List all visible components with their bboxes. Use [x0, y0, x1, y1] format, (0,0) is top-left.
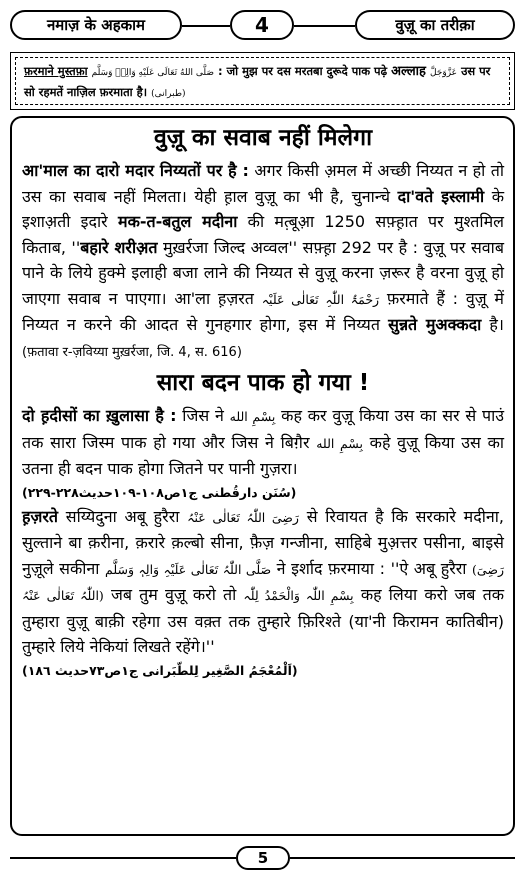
para-text: की मत़्बूआ़ 1250 सफ़्ह़ात पर मुश्तमिल किताब, '' [22, 212, 504, 257]
book-name: बहारे शरीअ़त [80, 237, 158, 257]
bismillah-text: بِسْمِ الله [229, 409, 276, 424]
para-text: वुज़ू पर सवाब पाने के लिये हुक्मे इलाही बजा लाने की निय्यत से वुज़ू करना ज़रूर है वरना वुज़ू हो जाएगा सवाब न पाएगा। आ'ला ह़ज़रत [22, 237, 504, 308]
para-text: जिस ने [176, 406, 224, 425]
para-text: फ़रमाते हैं : [379, 288, 459, 308]
farman-box [10, 52, 515, 110]
org-name: दा'वते इस्लामी [397, 186, 485, 206]
footer-page-number: 5 [236, 846, 290, 870]
footer-divider [10, 857, 236, 859]
header-page-number: 4 [230, 10, 294, 40]
book-title-label: नमाज़ के अहकाम [10, 10, 182, 40]
sunnat-term: सुन्नते मुअक्कदा [388, 315, 482, 334]
bism-hamd-text: بِسْمِ اللّٰہ وَالْحَمْدُ لِلّٰہ [243, 588, 354, 603]
radi-text: (رَضِیَ اللّٰہُ تَعَالٰی عَنْہُ) [22, 561, 504, 603]
farman-text-1: : जो मुझ पर दस मरतबा दुरूदे पाक पढ़े [218, 64, 388, 78]
para-text: जब तुम वुज़ू करो तो [103, 585, 237, 604]
header-divider [294, 25, 355, 27]
chapter-title-label: वुज़ू का तरीक़ा [355, 10, 515, 40]
header-divider [182, 25, 230, 27]
para-text: कहे वुज़ू किया उस का उतना ही बदन पाक होगा जितने पर पानी गुज़रा। [22, 432, 505, 478]
para-text: मुख़र्रजा जिल्द अव्वल'' सफ़्ह़ा 292 पर है : [157, 237, 419, 257]
page-header [10, 10, 515, 44]
para-text: सय्यिदुना अबू हुरैरा [58, 506, 180, 526]
lead-phrase: आ'माल का दारो मदार निय्यतों पर है : [22, 161, 249, 180]
page-footer [0, 846, 525, 870]
para-text: अगर किसी अ़मल में अच्छी निय्यत न हो तो उस का सवाब नहीं मिलता। येही ह़ाल वुज़ू का भी है, चुनान्चे [22, 161, 504, 206]
lead-phrase: दो ह़दीसों का ख़ुलासा है : [22, 406, 177, 425]
section-heading-2: सारा बदन पाक हो गया ! [156, 370, 370, 396]
para-text: के इशाअ़ती इदारे [22, 186, 504, 231]
para-text: कह लिया करो जब तक तुम्हारा वुज़ू बाक़ी रहेगा उस वक़्त तक तुम्हारे फ़िरिश्ते (या'नी किरामन कातिबीन) तुम्हारे लिये नेकियां लिखते रहेंगे।'' [22, 585, 505, 656]
para-text: से रिवायत है कि सरकारे मदीना, सुल्ताने बा क़रीना, क़रारे क़ल्बो सीना, फ़ैज़ गन्जीना, साहिबे मुअ़त्तर पसीना, बाइसे नुज़ूले सकीना [22, 506, 504, 578]
farman-source: (طبرانی) [151, 89, 186, 99]
arabic-reference-2: (اَلْمُعْجَمُ الصَّغِیر لِلطّبَرانی ج١ص٧٣حدیث ١٨٦) [22, 662, 298, 678]
footer-divider [290, 857, 515, 859]
farman-label: फ़रमाने मुस्तफ़ा [24, 64, 88, 78]
para-text: वुज़ू में निय्यत न करने की आदत से गुनहगार होगा, इस में निय्यत [22, 288, 504, 334]
farman-allah: अल्लाह [391, 64, 426, 79]
para-text: ने इर्शाद फ़रमाया : [271, 558, 386, 578]
reference-source: (फ़तावा र-ज़विय्या मुख़र्रजा, जि. 4, स. 616) [22, 344, 242, 360]
bismillah-text: بِسْمِ الله [316, 435, 363, 451]
lead-phrase: ह़ज़रते [22, 506, 59, 526]
section-heading-1: वुज़ू का सवाब नहीं मिलेगा [153, 125, 373, 151]
rahmat-text: رَحْمَۃُ اللّٰہِ تَعَالٰی عَلَیْہ [261, 291, 380, 307]
page-content [22, 120, 504, 682]
salawat-text: صَلَّی اللّٰہُ تَعَالٰی عَلَیْہِ وَالِہٖ وَسَلَّم [105, 561, 272, 577]
para-text: कह कर वुज़ू किया उस का सर से पाउं तक सारा जिस्म पाक हो गया और जिस ने बिग़ैर [22, 406, 504, 452]
para-text: है। [481, 315, 504, 334]
section-1-paragraph [22, 158, 504, 365]
arabic-reference-1: (سُنَن دارقُطنی ج١ص١٠٨-١٠٩حدیث٢٢٨-٢٢٩) [22, 484, 297, 500]
para-text: ''ऐ अबू हुरैरा [385, 558, 467, 578]
farman-text-2: उस पर सो रहमतें नाज़िल फ़रमाता है। [24, 64, 491, 99]
salawat-text: صَلَّى اللهُ تَعَالَى عَلَيْهِ وَالِهٖ وَسَلَّم [91, 68, 215, 78]
publisher-name: मक-त-बतुल मदीना [118, 212, 238, 231]
azza-text: عَزَّوَجَلَّ [429, 68, 458, 78]
section-2-paragraph-1 [22, 403, 504, 482]
farman-text [15, 57, 510, 105]
section-2-paragraph-2 [22, 504, 504, 660]
radi-text: رَضِیَ اللّٰہُ تَعَالٰی عَنْہُ [187, 509, 299, 525]
